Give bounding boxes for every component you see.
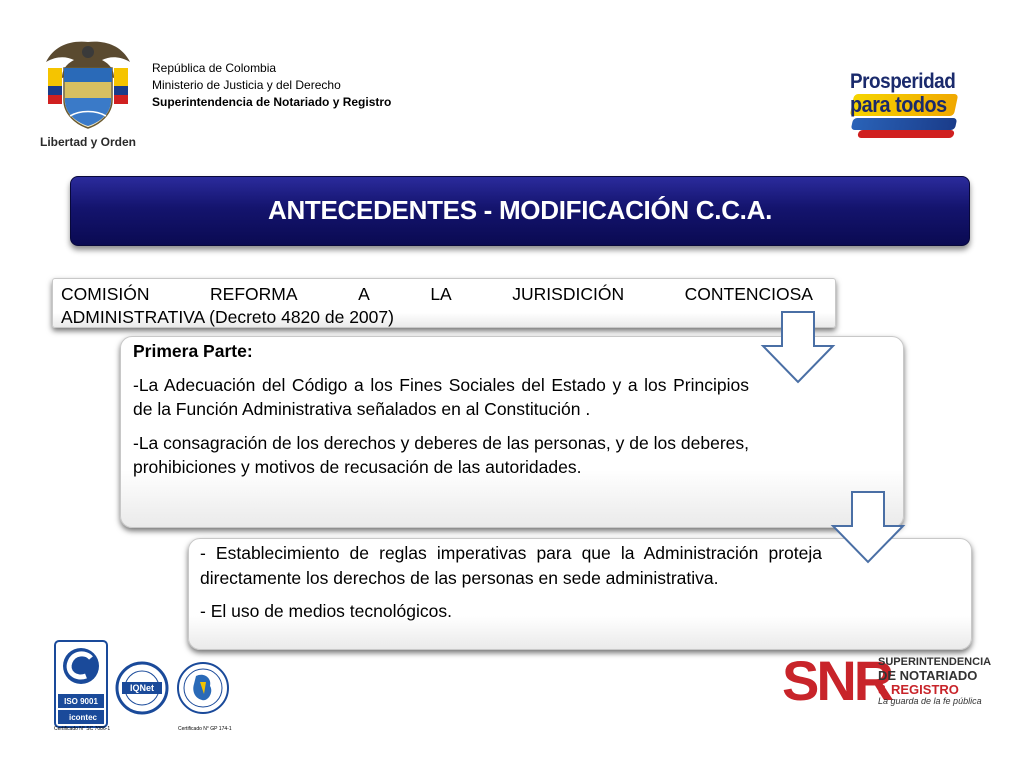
establecimiento-content bbox=[200, 541, 822, 633]
comision-text bbox=[61, 283, 813, 329]
down-arrow-icon bbox=[760, 310, 836, 384]
iqnet-label: IQNet bbox=[129, 683, 155, 693]
slide-title-bar bbox=[70, 176, 970, 246]
government-header bbox=[152, 60, 391, 111]
snr-tagline: La guarda de la fe pública bbox=[878, 696, 982, 706]
comision-box bbox=[52, 278, 836, 328]
icontec-label: icontec bbox=[68, 713, 98, 722]
snr-line3: & REGISTRO bbox=[878, 682, 959, 697]
prosperidad-line1: Prosperidad bbox=[850, 70, 956, 93]
slide-title: ANTECEDENTES - MODIFICACIÓN C.C.A. bbox=[267, 195, 773, 225]
comision-line2: ADMINISTRATIVA (Decreto 4820 de 2007) bbox=[61, 307, 394, 327]
comision-word: COMISIÓN bbox=[61, 284, 150, 304]
colombia-coat-of-arms-logo bbox=[40, 38, 136, 150]
ministry-name: Ministerio de Justicia y del Derecho bbox=[152, 78, 341, 92]
primera-parte-item: -La consagración de los derechos y deberes de las personas, y de los deberes, prohibiciones y motivos de recusación de las autoridades. bbox=[133, 432, 749, 477]
cert2-caption: Certificado N° GP 174-1 bbox=[178, 726, 232, 732]
comision-line1 bbox=[61, 283, 813, 306]
comision-word: LA bbox=[430, 284, 452, 304]
snr-logo bbox=[782, 649, 996, 724]
prosperidad-line2: para todos bbox=[850, 92, 947, 117]
primera-parte-content bbox=[133, 339, 749, 489]
gp-certification-seal-logo bbox=[174, 660, 232, 734]
snr-acronym: SNR bbox=[782, 649, 892, 712]
comision-word: JURISDICIÓN bbox=[512, 284, 625, 304]
comision-word: REFORMA bbox=[210, 284, 298, 304]
establecimiento-item: - Establecimiento de reglas imperativas para que la Administración proteja directamente los derechos de las personas en sede administrativa. bbox=[200, 543, 822, 588]
iso-label: ISO 9001 bbox=[64, 697, 98, 706]
comision-word: A bbox=[358, 284, 370, 304]
comision-word: CONTENCIOSA bbox=[684, 284, 813, 304]
down-arrow-icon bbox=[830, 490, 906, 564]
icontec-iso-9001-logo bbox=[54, 640, 110, 732]
prosperidad-para-todos-logo bbox=[850, 70, 962, 140]
agency-name: Superintendencia de Notariado y Registro bbox=[152, 95, 392, 109]
cert1-caption: Certificado N° SC 7086-1 bbox=[54, 726, 111, 732]
establecimiento-item: - El uso de medios tecnológicos. bbox=[200, 601, 452, 621]
logo-swoosh-blue bbox=[851, 118, 958, 130]
logo-swoosh-red bbox=[857, 130, 955, 138]
iqnet-logo bbox=[114, 660, 170, 734]
snr-line1: SUPERINTENDENCIA bbox=[878, 656, 992, 668]
crest-caption: Libertad y Orden bbox=[40, 135, 136, 149]
primera-parte-heading: Primera Parte: bbox=[133, 341, 253, 361]
snr-line2: DE NOTARIADO bbox=[878, 668, 978, 683]
primera-parte-item: -La Adecuación del Código a los Fines Sociales del Estado y a los Principios de la Función Administrativa señalados en al Constitución . bbox=[133, 374, 749, 419]
country-name: República de Colombia bbox=[152, 61, 277, 75]
